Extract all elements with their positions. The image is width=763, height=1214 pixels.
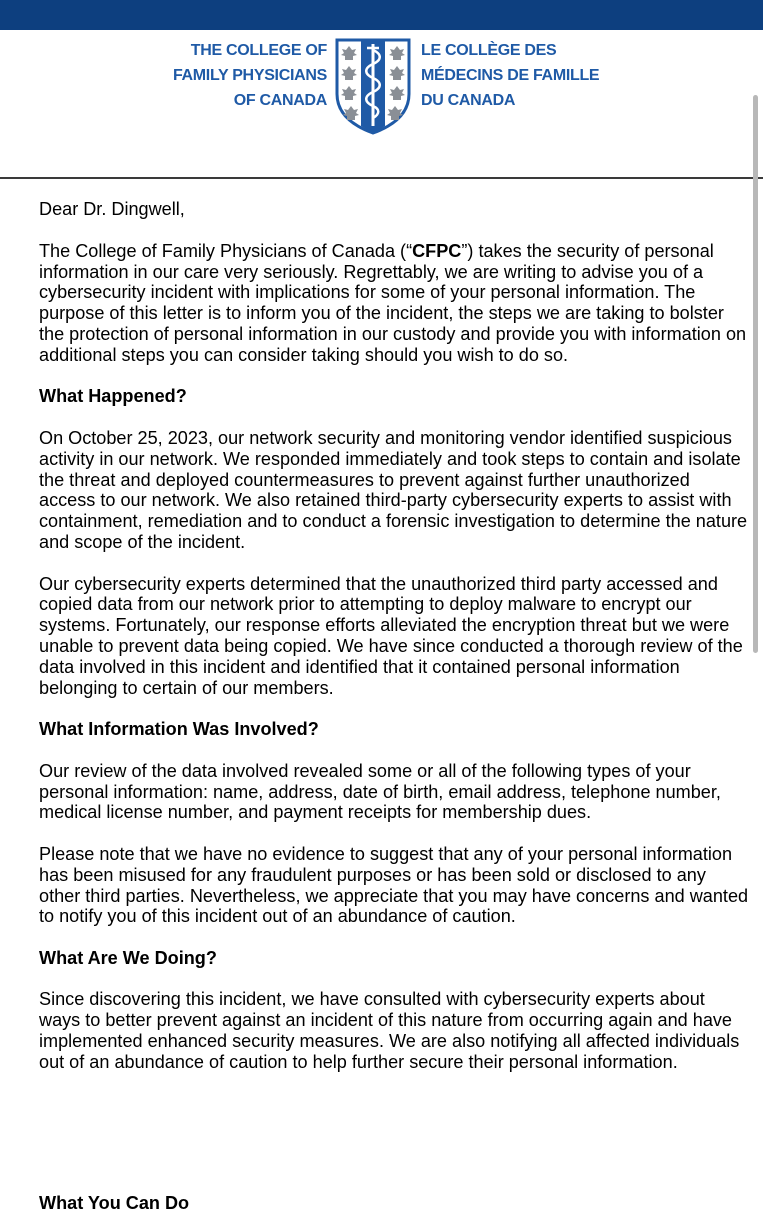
salutation: Dear Dr. Dingwell, xyxy=(39,199,185,219)
heading-what-you-can-do: What You Can Do xyxy=(39,1193,190,1213)
paragraph-expert-findings: Our cybersecurity experts determined that the unauthorized third party accessed and copied data from our network prior to attempting to deploy malware to encrypt our systems. Fortunately, our response efforts alleviated the encryption threat but we were unable to prevent data being copied. We have since conducted a thorough review of the data involved in this incident and identified that it contained personal information belonging to certain of our members. xyxy=(39,573,743,698)
vertical-scrollbar[interactable] xyxy=(753,95,758,653)
paragraph-remediation-steps: Since discovering this incident, we have consulted with cybersecurity experts about ways to better prevent against an incident of this nature from occurring again and have implemented enhanced security measures. We are also notifying all affected individuals out of an abundance of caution to help further secure their personal information. xyxy=(39,989,740,1072)
org-name-line: FAMILY PHYSICIANS xyxy=(172,67,327,84)
org-name-english xyxy=(173,38,327,113)
cfpc-crest-logo xyxy=(334,36,412,136)
org-name-line: THE COLLEGE OF xyxy=(190,42,327,59)
cfpc-acronym: CFPC xyxy=(412,240,462,261)
heading-what-happened: What Happened? xyxy=(39,386,187,407)
intro-text-before: The College of Family Physicians of Canada (“ xyxy=(39,240,413,261)
top-banner-bar xyxy=(0,0,763,30)
letterhead xyxy=(0,30,763,178)
intro-text-after: ”) takes the security of personal information in our care very seriously. Regrettably, we are writing to advise you of a cybersecurity incident with implications for some of your personal information. The purpose of this letter is to inform you of the incident, the steps we are taking to bolster the protection of personal information in our custody and provide you with information on additional steps you can consider taking should you wish to do so. xyxy=(39,240,747,365)
heading-information-involved: What Information Was Involved? xyxy=(39,719,319,740)
paragraph-incident-discovery: On October 25, 2023, our network security and monitoring vendor identified suspicious activity in our network. We responded immediately and took steps to contain and isolate the threat and deployed countermeasures to prevent against further unauthorized access to our network. We also retained third-party cybersecurity experts to assist with containment, remediation and to conduct a forensic investigation to determine the nature and scope of the incident. xyxy=(39,427,748,552)
paragraph-data-types: Our review of the data involved revealed some or all of the following types of your personal information: name, address, date of birth, email address, telephone number, medical license number, and payment receipts for membership dues. xyxy=(39,760,721,823)
intro-paragraph xyxy=(39,241,751,366)
staff-icon xyxy=(372,44,375,126)
heading-what-we-are-doing: What Are We Doing? xyxy=(39,947,217,968)
header-divider xyxy=(0,177,763,179)
letter-body xyxy=(39,199,751,1093)
org-name-line: OF CANADA xyxy=(233,92,327,109)
org-name-line: LE COLLÈGE DES xyxy=(421,42,557,59)
org-name-line: DU CANADA xyxy=(421,92,516,109)
org-name-line: MÉDECINS DE FAMILLE xyxy=(421,67,600,84)
paragraph-no-misuse-evidence: Please note that we have no evidence to suggest that any of your personal information has been misused for any fraudulent purposes or has been sold or disclosed to any other third parties. Nevertheless, we appreciate that you may have concerns and wanted to notify you of this incident out of an abundance of caution. xyxy=(39,843,749,927)
org-name-french xyxy=(421,38,599,113)
